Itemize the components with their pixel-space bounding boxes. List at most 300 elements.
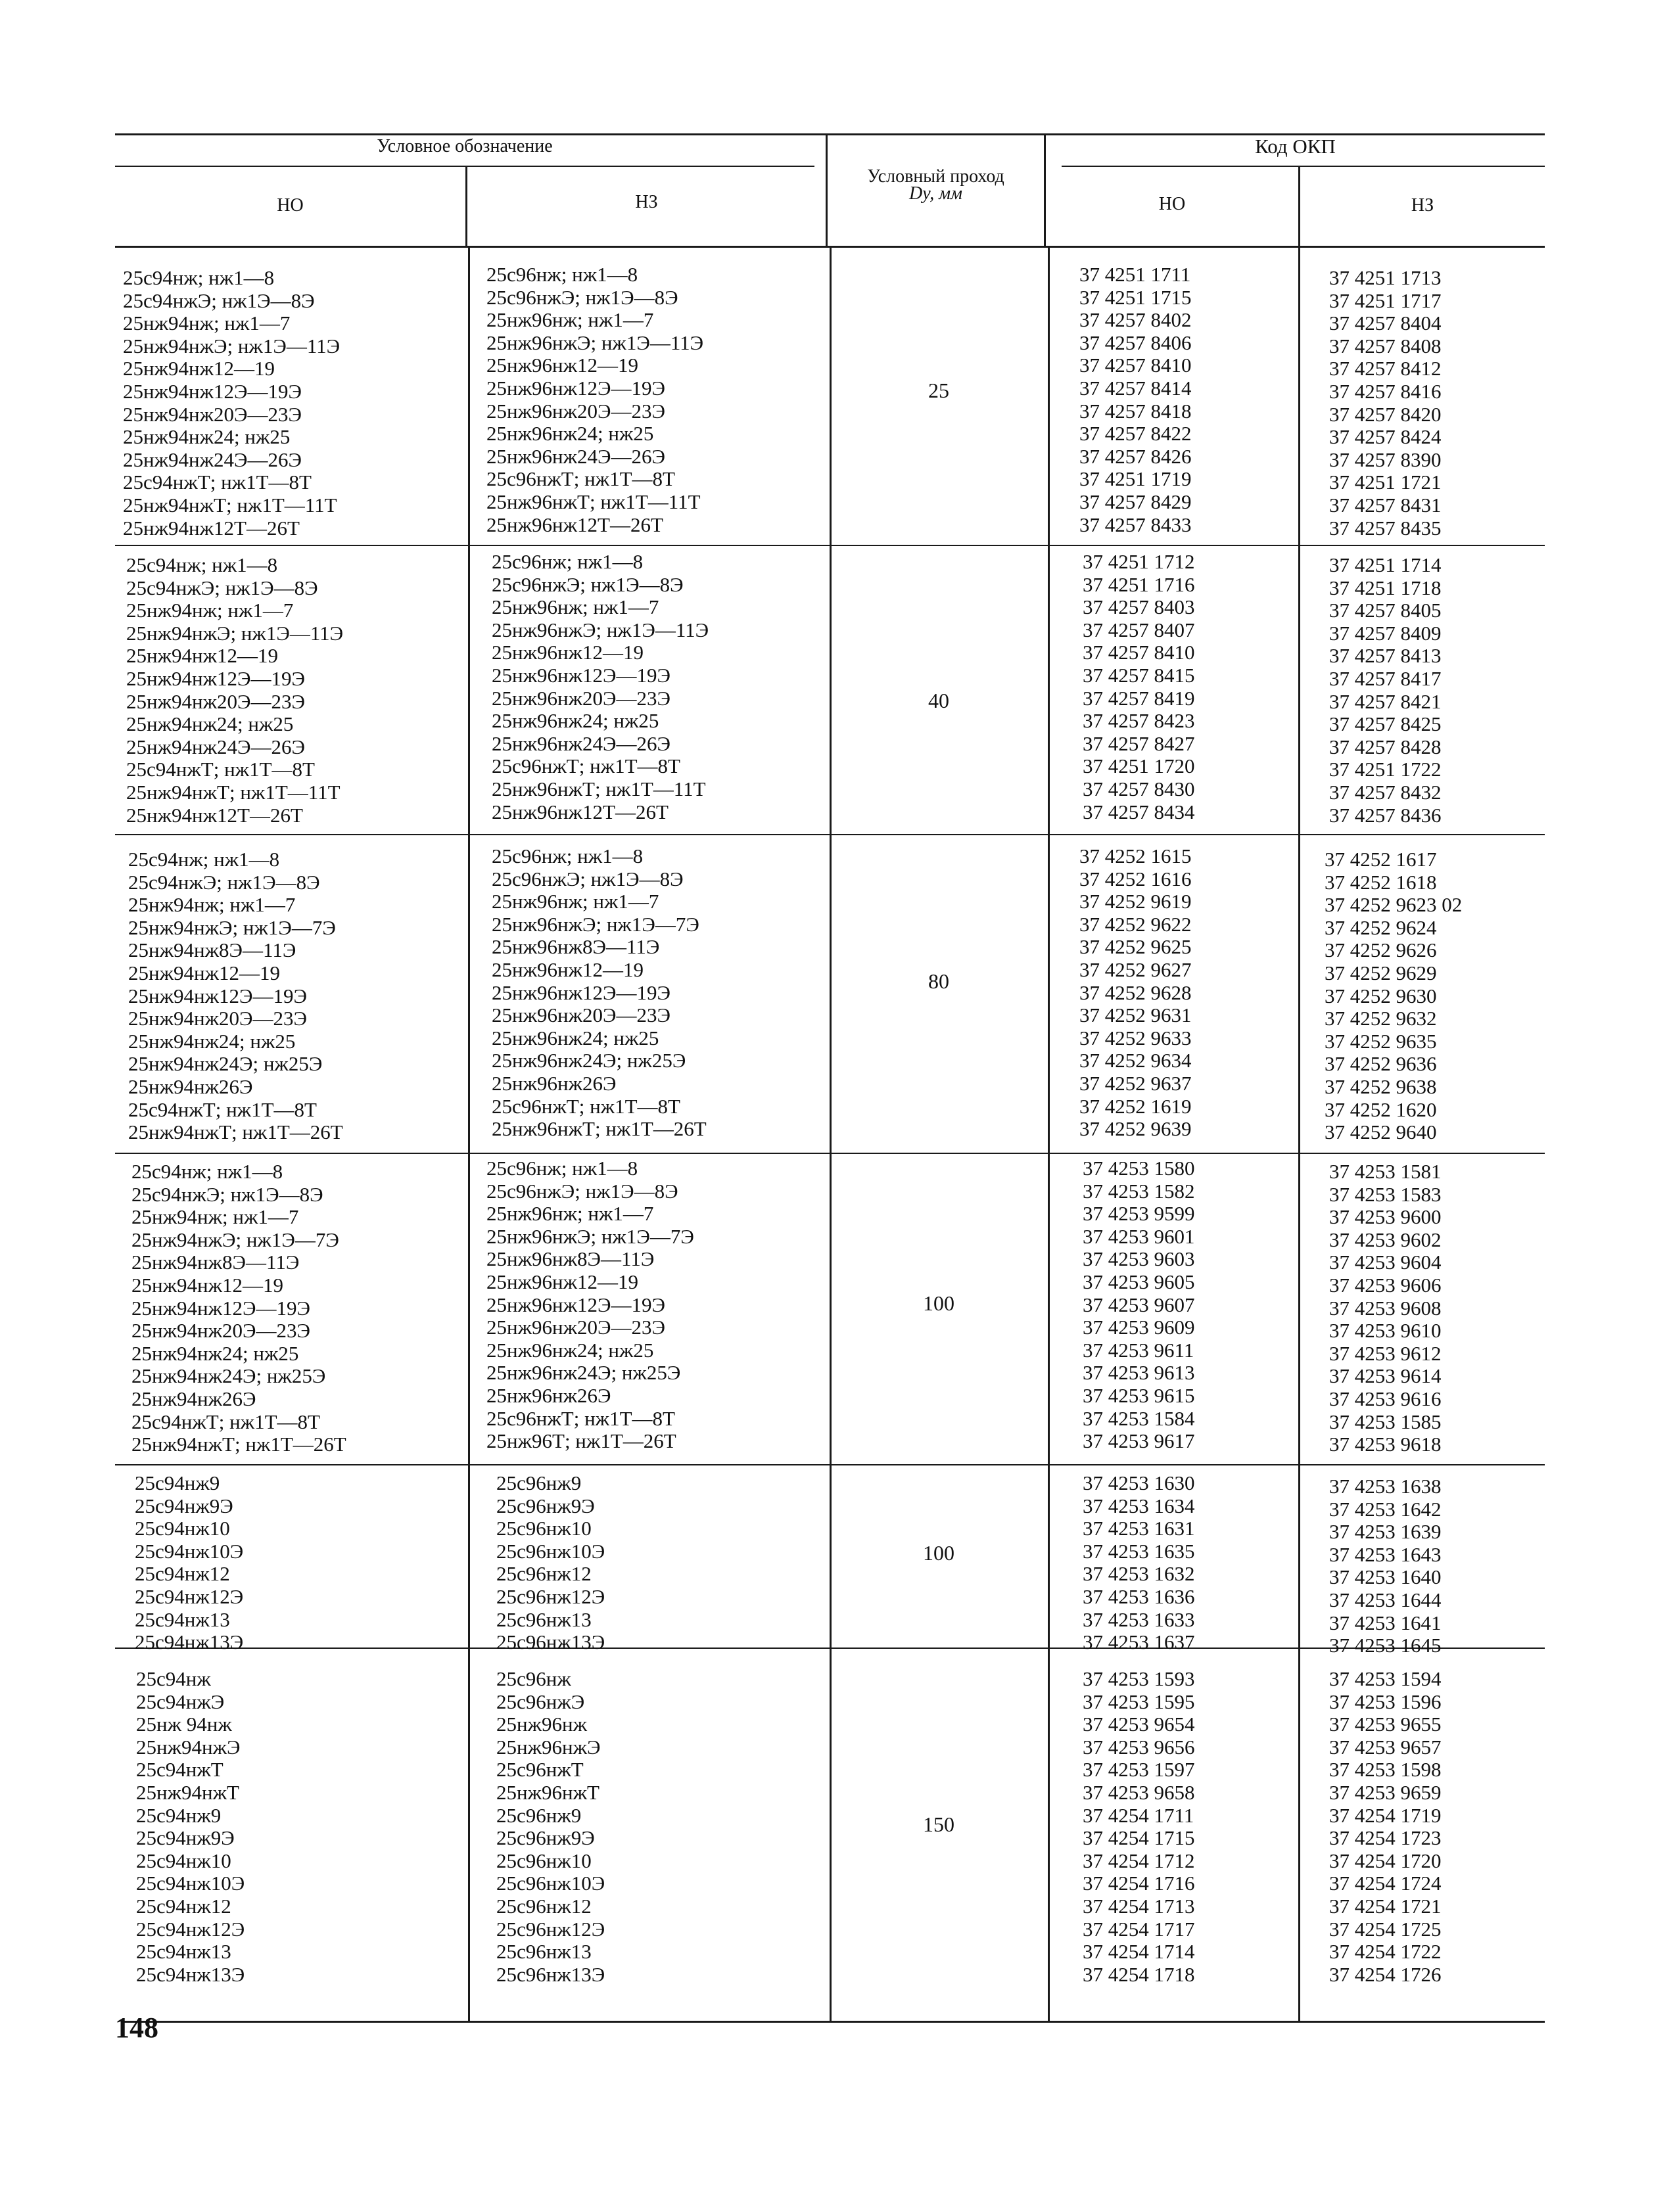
table-cell-line: 25нж94нж12Э—19Э: [123, 379, 302, 403]
table-cell-line: 37 4253 1581: [1329, 1160, 1442, 1183]
table-cell-line: 25нж96нж26Э: [486, 1383, 611, 1407]
table-cell-line: 25с94нж10Э: [136, 1872, 245, 1895]
table-cell-line: 25с96нжТ: [496, 1758, 584, 1782]
table-cell-line: 25нж96нжЭ; нж1Э—11Э: [492, 618, 709, 641]
table-cell-line: 25с94нж12: [136, 1894, 231, 1918]
table-cell-line: 25нж96нж12—19: [486, 354, 639, 377]
table-cell-line: 37 4252 9630: [1325, 984, 1437, 1007]
table-cell-line: 37 4251 1714: [1329, 553, 1442, 576]
table-cell-line: 37 4253 1585: [1329, 1410, 1442, 1433]
table-cell-line: 37 4253 1644: [1329, 1588, 1442, 1611]
table-cell-line: 25нж94нж24; нж25: [126, 712, 294, 736]
table-cell-line: 25нж96нж24Э—26Э: [486, 444, 665, 468]
table-cell-line: 25нж94нж26Э: [128, 1074, 253, 1098]
table-cell-line: 37 4254 1725: [1329, 1917, 1442, 1941]
table-cell-line: 37 4252 1615: [1079, 844, 1192, 867]
table-cell-line: 37 4253 1637: [1083, 1630, 1195, 1654]
table-cell-line: 37 4253 9658: [1083, 1780, 1195, 1804]
table-cell-line: 37 4253 1594: [1329, 1667, 1442, 1690]
table-cell-line: 25нж96нж; нж1—7: [492, 890, 659, 913]
table-cell-line: 25нж 94нж: [136, 1713, 232, 1736]
table-cell-line: 37 4253 1639: [1329, 1520, 1442, 1544]
table-cell-line: 37 4257 8432: [1329, 780, 1442, 804]
table-cell-line: 25с96нжЭ; нж1Э—8Э: [486, 1179, 678, 1203]
table-cell-line: 37 4252 9632: [1325, 1007, 1437, 1030]
table-cell-line: 25с94нж; нж1—8: [123, 266, 275, 289]
table-cell-line: 37 4257 8425: [1329, 712, 1442, 736]
table-cell-line: 37 4257 8426: [1079, 444, 1192, 468]
table-cell-line: 37 4257 8435: [1329, 516, 1442, 540]
table-cell-line: 25с94нжЭ; нж1Э—8Э: [131, 1182, 323, 1206]
table-cell-line: 37 4257 8419: [1083, 686, 1195, 710]
table-cell-line: 37 4257 8412: [1329, 357, 1442, 380]
table-cell-line: 37 4253 9602: [1329, 1228, 1442, 1251]
group-2-nz-list: [492, 551, 709, 823]
table-cell-line: 25с94нж13Э: [135, 1630, 244, 1654]
table-cell-line: 25нж94нжТ: [136, 1780, 239, 1804]
body-divider-kod: [1298, 248, 1300, 2021]
table-cell-line: 25с96нж9: [496, 1471, 582, 1494]
table-cell-line: 25нж94нж12Э—19Э: [131, 1296, 310, 1320]
table-cell-line: 37 4253 9605: [1083, 1270, 1195, 1293]
table-cell-line: 37 4252 1617: [1325, 848, 1437, 871]
table-cell-line: 37 4254 1720: [1329, 1849, 1442, 1872]
group-5-dn: 100: [923, 1541, 954, 1565]
table-cell-line: 25нж96нж12—19: [486, 1270, 639, 1293]
table-cell-line: 25нж96нж12Т—26Т: [492, 800, 669, 823]
group-separator-3: [115, 1153, 1545, 1154]
table-cell-line: 25нж94нж; нж1—7: [123, 311, 291, 335]
table-cell-line: 25нж94нж; нж1—7: [131, 1205, 299, 1229]
group-6-dn: 150: [923, 1812, 954, 1836]
group-5-nz-list: [496, 1472, 605, 1654]
table-cell-line: 37 4257 8404: [1329, 311, 1442, 335]
table-cell-line: 25с96нжТ; нж1Т—8Т: [486, 1406, 675, 1430]
group-2-kod-nz-list: [1329, 554, 1442, 827]
table-cell-line: 37 4254 1711: [1083, 1803, 1194, 1827]
table-cell-line: 25нж94нж; нж1—7: [128, 893, 296, 917]
table-cell-line: 37 4257 8403: [1083, 595, 1195, 619]
table-cell-line: 37 4253 9656: [1083, 1735, 1195, 1759]
table-cell-line: 25нж96нж12Э—19Э: [492, 980, 670, 1004]
body-divider-dn-left: [830, 248, 832, 2021]
table-cell-line: 37 4257 8418: [1079, 399, 1192, 423]
table-cell-line: 37 4253 1598: [1329, 1758, 1442, 1782]
table-cell-line: 37 4253 1597: [1083, 1758, 1195, 1782]
table-cell-line: 25с94нж; нж1—8: [126, 553, 278, 576]
table-cell-line: 37 4257 8407: [1083, 618, 1195, 641]
table-cell-line: 25с94нж10: [136, 1849, 231, 1872]
table-cell-line: 25нж94нжЭ; нж1Э—11Э: [123, 334, 341, 357]
group-3-kod-nz-list: [1325, 848, 1462, 1144]
group-6-kod-no-list: [1083, 1668, 1195, 1986]
table-cell-line: 25нж96нж20Э—23Э: [492, 686, 670, 710]
table-cell-line: 25с96нж12: [496, 1562, 592, 1586]
table-cell-line: 25с94нж13Э: [136, 1962, 245, 1986]
table-cell-line: 25с94нжЭ; нж1Э—8Э: [128, 870, 320, 894]
table-cell-line: 25с96нжТ; нж1Т—8Т: [492, 1094, 680, 1118]
table-cell-line: 25нж96нж12Э—19Э: [492, 663, 670, 687]
table-cell-line: 25с96нж12Э: [496, 1917, 605, 1941]
table-cell-line: 37 4254 1715: [1083, 1826, 1195, 1850]
table-cell-line: 37 4257 8427: [1083, 731, 1195, 755]
table-cell-line: 37 4257 8420: [1329, 402, 1442, 426]
group-1-dn: 25: [928, 379, 949, 402]
table-cell-line: 25с94нжТ; нж1Т—8Т: [128, 1097, 317, 1121]
table-cell-line: 25нж94нж8Э—11Э: [131, 1251, 300, 1274]
table-cell-line: 25нж96нжТ; нж1Т—11Т: [492, 777, 706, 800]
table-cell-line: 37 4253 9618: [1329, 1433, 1442, 1456]
table-cell-line: 25нж94нж12Э—19Э: [126, 666, 305, 690]
table-cell-line: 25нж94нж20Э—23Э: [128, 1007, 307, 1030]
table-cell-line: 37 4251 1717: [1329, 288, 1442, 312]
table-cell-line: 25нж96нж24; нж25: [486, 422, 654, 446]
table-cell-line: 37 4252 9624: [1325, 915, 1437, 939]
table-cell-line: 37 4251 1716: [1083, 572, 1195, 596]
table-cell-line: 37 4252 9628: [1079, 980, 1192, 1004]
table-cell-line: 25с96нж10: [496, 1849, 592, 1872]
table-cell-line: 37 4257 8410: [1079, 354, 1192, 377]
table-cell-line: 25с94нж; нж1—8: [131, 1160, 283, 1183]
table-cell-line: 37 4254 1716: [1083, 1872, 1195, 1895]
table-cell-line: 25нж94нж20Э—23Э: [126, 689, 305, 713]
table-cell-line: 37 4253 9611: [1083, 1338, 1194, 1362]
table-cell-line: 37 4253 9599: [1083, 1202, 1195, 1226]
table-cell-line: 25нж94нж20Э—23Э: [131, 1319, 310, 1343]
group-4-no-list: [131, 1161, 346, 1456]
table-cell-line: 25нж94нж12Т—26Т: [123, 516, 300, 540]
table-cell-line: 25нж94нж24Э—26Э: [126, 735, 305, 758]
table-cell-line: 37 4253 9600: [1329, 1205, 1442, 1229]
table-cell-line: 25нж96нж: [496, 1713, 588, 1736]
table-cell-line: 25нж96нж8Э—11Э: [486, 1247, 655, 1271]
header-dn-line1: Условный проход: [867, 166, 1004, 187]
table-cell-line: 25нж96нжТ; нж1Т—26Т: [492, 1117, 707, 1141]
table-cell-line: 37 4257 8413: [1329, 644, 1442, 668]
table-cell-line: 25нж96нж24; нж25: [492, 709, 659, 733]
table-cell-line: 37 4253 1643: [1329, 1542, 1442, 1566]
table-cell-line: 25нж96нж12—19: [492, 957, 644, 981]
header-kod-no: НО: [1158, 194, 1186, 214]
table-cell-line: 25нж96нжЭ; нж1Э—7Э: [492, 912, 699, 936]
table-cell-line: 25нж96нж24; нж25: [486, 1338, 654, 1362]
table-cell-line: 25нж96нжЭ: [496, 1735, 601, 1759]
group-1-nz-list: [486, 264, 703, 536]
table-cell-line: 25с94нжТ: [136, 1758, 223, 1782]
table-cell-line: 37 4253 9655: [1329, 1713, 1442, 1736]
table-cell-line: 37 4252 9626: [1325, 938, 1437, 962]
table-cell-line: 37 4253 9608: [1329, 1296, 1442, 1320]
table-cell-line: 25с96нжЭ; нж1Э—8Э: [492, 867, 684, 890]
table-cell-line: 25с94нж9Э: [136, 1826, 235, 1850]
table-cell-line: 25нж96нж; нж1—7: [486, 308, 654, 332]
table-cell-line: 25с96нж10Э: [496, 1872, 605, 1895]
table-cell-line: 37 4257 8431: [1329, 493, 1442, 517]
header-nz: НЗ: [635, 192, 658, 212]
table-cell-line: 37 4257 8430: [1083, 777, 1195, 800]
table-cell-line: 37 4254 1724: [1329, 1872, 1442, 1895]
table-cell-line: 37 4254 1712: [1083, 1849, 1195, 1872]
table-cell-line: 25нж96нж12Э—19Э: [486, 376, 665, 400]
table-cell-line: 37 4251 1711: [1079, 263, 1191, 286]
table-cell-line: 37 4253 9613: [1083, 1361, 1195, 1385]
table-cell-line: 37 4253 9604: [1329, 1251, 1442, 1274]
uslovnoe-underline: [115, 166, 814, 167]
group-4-kod-no-list: [1083, 1157, 1195, 1453]
table-cell-line: 25нж94нж24Э; нж25Э: [128, 1052, 323, 1076]
table-cell-line: 25с94нжЭ: [136, 1690, 225, 1713]
table-cell-line: 25нж96нж12Э—19Э: [486, 1293, 665, 1316]
table-cell-line: 37 4252 9635: [1325, 1029, 1437, 1053]
table-cell-line: 37 4254 1722: [1329, 1940, 1442, 1964]
table-cell-line: 25с96нж12: [496, 1894, 592, 1918]
table-cell-line: 37 4257 8415: [1083, 663, 1195, 687]
table-cell-line: 25нж96нж20Э—23Э: [486, 1316, 665, 1339]
body-divider-dn-right: [1048, 248, 1050, 2021]
group-4-dn: 100: [923, 1291, 954, 1315]
table-cell-line: 37 4253 1634: [1083, 1494, 1195, 1517]
table-cell-line: 37 4253 1582: [1083, 1179, 1195, 1203]
table-cell-line: 37 4253 1595: [1083, 1690, 1195, 1713]
table-cell-line: 37 4253 1635: [1083, 1539, 1195, 1563]
table-cell-line: 37 4253 1630: [1083, 1471, 1195, 1494]
table-cell-line: 25нж94нжТ; нж1Т—26Т: [131, 1433, 346, 1456]
group-1-kod-nz-list: [1329, 267, 1442, 540]
table-cell-line: 25нж96нж24Э—26Э: [492, 731, 670, 755]
table-cell-line: 37 4253 9612: [1329, 1341, 1442, 1365]
table-cell-line: 37 4257 8410: [1083, 641, 1195, 664]
table-cell-line: 37 4257 8409: [1329, 621, 1442, 645]
table-cell-line: 37 4254 1714: [1083, 1940, 1195, 1964]
table-cell-line: 37 4253 9654: [1083, 1713, 1195, 1736]
table-bottom-rule: [122, 2021, 1545, 2023]
table-cell-line: 37 4252 9623 02: [1325, 893, 1463, 917]
table-cell-line: 37 4253 9657: [1329, 1735, 1442, 1759]
table-cell-line: 37 4253 9601: [1083, 1224, 1195, 1248]
table-cell-line: 25нж96нж24Э; нж25Э: [486, 1361, 681, 1385]
table-cell-line: 37 4252 9629: [1325, 961, 1437, 984]
table-cell-line: 37 4253 1636: [1083, 1584, 1195, 1608]
table-cell-line: 25нж96нж24; нж25: [492, 1026, 659, 1049]
group-5-kod-nz-list: [1329, 1475, 1442, 1657]
table-cell-line: 25нж96нж26Э: [492, 1071, 617, 1095]
table-cell-line: 25нж94нж12Т—26Т: [126, 803, 303, 827]
table-cell-line: 25с96нжЭ; нж1Э—8Э: [486, 285, 678, 309]
table-cell-line: 37 4253 1584: [1083, 1406, 1195, 1430]
table-cell-line: 37 4252 9631: [1079, 1003, 1192, 1027]
table-cell-line: 25с96нжЭ: [496, 1690, 585, 1713]
table-cell-line: 25нж94нж24; нж25: [131, 1341, 299, 1365]
table-cell-line: 25нж96нжЭ; нж1Э—11Э: [486, 331, 704, 354]
table-cell-line: 37 4254 1719: [1329, 1803, 1442, 1827]
table-cell-line: 25с94нж10Э: [135, 1539, 244, 1563]
table-cell-line: 25с96нж9Э: [496, 1826, 595, 1850]
table-cell-line: 25нж96нж20Э—23Э: [486, 399, 665, 423]
table-cell-line: 25нж94нжТ; нж1Т—11Т: [126, 780, 341, 804]
table-cell-line: 25нж96нж24Э; нж25Э: [492, 1049, 686, 1072]
table-cell-line: 37 4252 1616: [1079, 867, 1192, 890]
group-1-no-list: [123, 267, 340, 540]
table-cell-line: 37 4253 1633: [1083, 1607, 1195, 1631]
table-cell-line: 25с96нж; нж1—8: [486, 1157, 638, 1180]
table-cell-line: 37 4253 1580: [1083, 1157, 1195, 1180]
table-cell-line: 37 4257 8405: [1329, 599, 1442, 622]
table-cell-line: 25нж94нжТ; нж1Т—11Т: [123, 493, 337, 517]
table-cell-line: 25нж94нж26Э: [131, 1387, 256, 1410]
table-cell-line: 37 4253 1596: [1329, 1690, 1442, 1713]
group-6-kod-nz-list: [1329, 1668, 1442, 1986]
table-cell-line: 37 4252 9627: [1079, 957, 1192, 981]
table-cell-line: 37 4252 9622: [1079, 912, 1192, 936]
group-3-dn: 80: [928, 969, 949, 993]
table-cell-line: 25с94нж10: [135, 1517, 230, 1540]
table-cell-line: 37 4253 9609: [1083, 1316, 1195, 1339]
table-cell-line: 37 4257 8402: [1079, 308, 1192, 332]
table-cell-line: 25с96нж13Э: [496, 1962, 605, 1986]
group-2-dn: 40: [928, 689, 949, 712]
header-no: НО: [277, 195, 304, 216]
kod-okp-underline: [1062, 166, 1545, 167]
table-cell-line: 37 4251 1720: [1083, 754, 1195, 778]
table-cell-line: 25с94нжТ; нж1Т—8Т: [123, 471, 312, 494]
table-cell-line: 37 4257 8424: [1329, 425, 1442, 449]
table-cell-line: 25с94нж12Э: [136, 1917, 245, 1941]
group-3-nz-list: [492, 845, 707, 1141]
table-cell-line: 25с94нжЭ; нж1Э—8Э: [123, 288, 315, 312]
table-cell-line: 37 4254 1717: [1083, 1917, 1195, 1941]
group-6-nz-list: [496, 1668, 605, 1986]
table-cell-line: 25нж96нж; нж1—7: [486, 1202, 654, 1226]
table-cell-line: 25нж94нжЭ; нж1Э—7Э: [128, 915, 336, 939]
table-cell-line: 25с96нж; нж1—8: [492, 844, 644, 867]
table-cell-line: 25нж94нж24Э; нж25Э: [131, 1364, 326, 1388]
table-cell-line: 37 4252 1620: [1325, 1097, 1437, 1121]
table-cell-line: 37 4257 8433: [1079, 513, 1192, 536]
group-separator-4: [115, 1464, 1545, 1465]
table-cell-line: 25нж94нж12—19: [128, 961, 281, 984]
table-cell-line: 25с94нж: [136, 1667, 211, 1690]
table-cell-line: 37 4257 8416: [1329, 379, 1442, 403]
table-cell-line: 37 4251 1719: [1079, 467, 1192, 491]
table-cell-line: 37 4253 1631: [1083, 1517, 1195, 1540]
table-cell-line: 37 4252 1618: [1325, 870, 1437, 894]
table-cell-line: 37 4253 1640: [1329, 1565, 1442, 1589]
page-number: 148: [115, 2012, 158, 2044]
table-cell-line: 25нж96нж12Т—26Т: [486, 513, 663, 536]
table-cell-line: 37 4253 1641: [1329, 1611, 1442, 1634]
table-cell-line: 37 4253 1645: [1329, 1634, 1442, 1657]
table-cell-line: 37 4253 9614: [1329, 1364, 1442, 1388]
table-cell-line: 37 4252 9640: [1325, 1120, 1437, 1144]
table-cell-line: 25нж94нжЭ; нж1Э—11Э: [126, 621, 344, 645]
table-cell-line: 37 4251 1713: [1329, 266, 1442, 289]
table-cell-line: 25с94нж9: [136, 1803, 222, 1827]
table-cell-line: 37 4253 9610: [1329, 1319, 1442, 1343]
table-cell-line: 25нж94нжЭ: [136, 1735, 241, 1759]
table-cell-line: 37 4251 1715: [1079, 285, 1192, 309]
table-cell-line: 25нж96Т; нж1Т—26Т: [486, 1429, 676, 1453]
table-cell-line: 37 4253 9606: [1329, 1273, 1442, 1297]
group-separator-2: [115, 834, 1545, 835]
table-cell-line: 37 4257 8406: [1079, 331, 1192, 354]
group-2-kod-no-list: [1083, 551, 1195, 823]
table-cell-line: 37 4253 1593: [1083, 1667, 1195, 1690]
table-cell-line: 37 4253 1583: [1329, 1182, 1442, 1206]
table-cell-line: 25с94нж13: [136, 1940, 231, 1964]
table-cell-line: 37 4253 9659: [1329, 1780, 1442, 1804]
group-4-nz-list: [486, 1157, 694, 1453]
table-cell-line: 25с96нж: [496, 1667, 571, 1690]
table-cell-line: 25нж94нж24; нж25: [128, 1029, 296, 1053]
table-cell-line: 37 4251 1712: [1083, 550, 1195, 573]
table-cell-line: 37 4253 1642: [1329, 1497, 1442, 1521]
table-cell-line: 37 4257 8414: [1079, 376, 1192, 400]
table-cell-line: 37 4257 8429: [1079, 490, 1192, 513]
table-cell-line: 37 4254 1718: [1083, 1962, 1195, 1986]
table-cell-line: 37 4253 9607: [1083, 1293, 1195, 1316]
table-cell-line: 25с94нж12Э: [135, 1584, 244, 1608]
body-divider-no-nz: [468, 248, 470, 2021]
table-cell-line: 25с96нж9Э: [496, 1494, 595, 1517]
group-5-kod-no-list: [1083, 1472, 1195, 1654]
table-cell-line: 37 4252 9633: [1079, 1026, 1192, 1049]
table-cell-line: 37 4252 9634: [1079, 1049, 1192, 1072]
header-dn-line2: Dу, мм: [909, 183, 962, 204]
table-cell-line: 25с94нжТ; нж1Т—8Т: [126, 758, 315, 781]
table-cell-line: 37 4251 1722: [1329, 758, 1442, 781]
table-cell-line: 37 4254 1723: [1329, 1826, 1442, 1850]
group-separator-1: [115, 545, 1545, 546]
table-cell-line: 25нж94нж12—19: [123, 357, 275, 380]
header-uslovnoe-oboznachenie: Условное обозначение: [377, 136, 553, 156]
table-cell-line: 37 4252 9619: [1079, 890, 1192, 913]
table-cell-line: 25нж96нжТ: [496, 1780, 599, 1804]
table-cell-line: 37 4251 1721: [1329, 471, 1442, 494]
table-cell-line: 37 4254 1726: [1329, 1962, 1442, 1986]
table-cell-line: 25с94нжЭ; нж1Э—8Э: [126, 576, 318, 599]
table-cell-line: 37 4253 9603: [1083, 1247, 1195, 1271]
group-1-kod-no-list: [1079, 264, 1192, 536]
group-6-no-list: [136, 1668, 245, 1986]
table-cell-line: 37 4257 8423: [1083, 709, 1195, 733]
table-cell-line: 25нж94нж8Э—11Э: [128, 938, 296, 962]
group-4-kod-nz-list: [1329, 1161, 1442, 1456]
table-cell-line: 37 4257 8422: [1079, 422, 1192, 446]
table-cell-line: 25нж96нж12—19: [492, 641, 644, 664]
group-3-no-list: [128, 848, 343, 1144]
table-cell-line: 25с94нж13: [135, 1607, 230, 1631]
group-2-no-list: [126, 554, 343, 827]
group-3-kod-no-list: [1079, 845, 1192, 1141]
table-cell-line: 25с96нжТ; нж1Т—8Т: [492, 754, 680, 778]
table-cell-line: 37 4257 8390: [1329, 448, 1442, 471]
table-cell-line: 37 4252 9639: [1079, 1117, 1192, 1141]
table-cell-line: 37 4253 9615: [1083, 1383, 1195, 1407]
table-cell-line: 37 4253 9617: [1083, 1429, 1195, 1453]
table-cell-line: 37 4257 8436: [1329, 803, 1442, 827]
header-kod-okp: Код ОКП: [1255, 135, 1336, 158]
group-5-no-list: [135, 1472, 243, 1654]
table-cell-line: 25нж96нжТ; нж1Т—11Т: [486, 490, 701, 513]
table-cell-line: 25нж94нжТ; нж1Т—26Т: [128, 1120, 343, 1144]
table-cell-line: 25нж94нж12—19: [126, 644, 279, 668]
table-cell-line: 37 4253 1632: [1083, 1562, 1195, 1586]
table-cell-line: 25нж94нж12Э—19Э: [128, 984, 307, 1007]
table-cell-line: 37 4254 1721: [1329, 1894, 1442, 1918]
table-cell-line: 25с96нж9: [496, 1803, 582, 1827]
table-cell-line: 37 4257 8417: [1329, 666, 1442, 690]
table-cell-line: 25с96нж12Э: [496, 1584, 605, 1608]
